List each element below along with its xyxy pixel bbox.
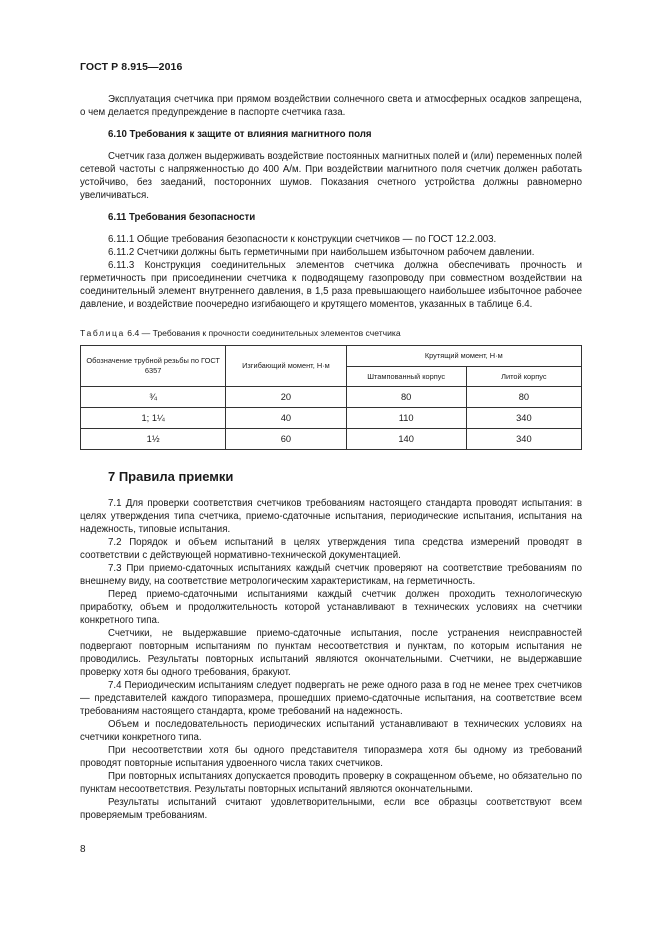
section-7-paragraph: При повторных испытаниях допускается проводить проверку в сокращенном объеме, но обязательно по пунктам несоответствия. Результаты повторных испытаний являются окончательными. bbox=[80, 771, 582, 795]
intro-paragraph: Эксплуатация счетчика при прямом воздействии солнечного света и атмосферных осадков запрещена, о чем делается предупреждение в паспорте счетчика газа. bbox=[80, 94, 582, 118]
cell-bending: 20 bbox=[226, 387, 346, 408]
document-body bbox=[80, 93, 582, 822]
table-row bbox=[81, 387, 582, 408]
table-caption bbox=[80, 327, 582, 340]
cell-thread: 1; 1¼ bbox=[81, 408, 226, 429]
cell-stamped: 140 bbox=[346, 429, 466, 450]
header-thread: Обозначение трубной резьбы по ГОСТ 6357 bbox=[81, 346, 226, 387]
section-7-title: 7 Правила приемки bbox=[108, 469, 234, 484]
section-7-paragraph: 7.2 Порядок и объем испытаний в целях утверждения типа средства измерений проводят в соответствии с действующей нормативно-технической документацией. bbox=[80, 537, 582, 561]
page-number: 8 bbox=[80, 844, 86, 855]
section-6-11-title: 6.11 Требования безопасности bbox=[108, 212, 256, 223]
cell-bending: 60 bbox=[226, 429, 346, 450]
section-6-11-1: 6.11.1 Общие требования безопасности к конструкции счетчиков — по ГОСТ 12.2.003. bbox=[108, 234, 497, 245]
cell-thread: 1½ bbox=[81, 429, 226, 450]
cell-stamped: 80 bbox=[346, 387, 466, 408]
section-7-paragraph: Перед приемо-сдаточными испытаниями каждый счетчик должен проходить технологическую приработку, объем и продолжительность которой устанавливают в технических условиях на счетчики конкретного типа. bbox=[80, 589, 582, 626]
cell-cast: 80 bbox=[466, 387, 581, 408]
cell-cast: 340 bbox=[466, 429, 581, 450]
table-caption-text: 6.4 — Требования к прочности соединительных элементов счетчика bbox=[124, 328, 401, 338]
cell-stamped: 110 bbox=[346, 408, 466, 429]
header-cast-body: Литой корпус bbox=[466, 367, 581, 387]
section-7-paragraph: Счетчики, не выдержавшие приемо-сдаточные испытания, после устранения неисправностей подвергают повторным испытаниям по пунктам несоответствия и пунктам, по которым испытания не проводились. Результаты повторных испытаний являются окончательными. Счетчики, не выдержавшие проверку хотя бы одного требования, бракуют. bbox=[80, 628, 582, 678]
cell-cast: 340 bbox=[466, 408, 581, 429]
document-code: ГОСТ Р 8.915—2016 bbox=[80, 61, 183, 73]
section-7-paragraph: 7.3 При приемо-сдаточных испытаниях каждый счетчик проверяют на соответствие требованиям по внешнему виду, на соответствие метрологическим характеристикам, на герметичность. bbox=[80, 563, 582, 587]
table-row bbox=[81, 408, 582, 429]
section-6-10-title: 6.10 Требования к защите от влияния магнитного поля bbox=[108, 129, 372, 140]
section-6-10-text: Счетчик газа должен выдерживать воздействие постоянных магнитных полей и (или) переменных полей сетевой частоты с напряженностью до 400 А/м. При воздействии магнитного поля счетчик должен работать устойчиво, без заеданий, посторонних шумов. Показания счетного устройства должны равномерно увеличиваться. bbox=[80, 151, 582, 201]
header-bending-moment: Изгибающий момент, Н·м bbox=[226, 346, 346, 387]
cell-bending: 40 bbox=[226, 408, 346, 429]
section-7-paragraph: 7.1 Для проверки соответствия счетчиков требованиям настоящего стандарта проводят испытания: в целях утверждения типа счетчика, приемо-сдаточные испытания, периодические испытания, испытания на надежность, типовые испытания. bbox=[80, 498, 582, 535]
section-7-paragraph: Результаты испытаний считают удовлетворительными, если все образцы соответствуют всем проверяемым требованиям. bbox=[80, 797, 582, 821]
section-7-paragraph: 7.4 Периодическим испытаниям следует подвергать не реже одного раза в год не менее трех счетчиков — представителей каждого типоразмера, прошедших приемо-сдаточные испытания, на соответствие всем требованиям настоящего стандарта, кроме требований на надежность. bbox=[80, 680, 582, 717]
strength-requirements-table bbox=[80, 345, 582, 450]
section-7-paragraph: При несоответствии хотя бы одного представителя типоразмера хотя бы одному из требований проводят повторные испытания удвоенного числа таких счетчиков. bbox=[80, 745, 582, 769]
section-6-11-3: 6.11.3 Конструкция соединительных элементов счетчика должна обеспечивать прочность и герметичность при присоединении счетчика к подводящему газопроводу при совместном воздействии на соединительный элемент внутреннего давления, в 1,5 раза превышающего наибольшее избыточное рабочее давление, и воздействие поочередно изгибающего и крутящего моментов, указанных в таблице 6.4. bbox=[80, 260, 582, 310]
section-6-11-2: 6.11.2 Счетчики должны быть герметичными при наибольшем избыточном рабочем давлении. bbox=[108, 247, 535, 258]
header-stamped-body: Штампованный корпус bbox=[346, 367, 466, 387]
table-caption-label: Таблица bbox=[80, 328, 125, 338]
cell-thread: ¾ bbox=[81, 387, 226, 408]
section-7-paragraph: Объем и последовательность периодических испытаний устанавливают в технических условиях на счетчики конкретного типа. bbox=[80, 719, 582, 743]
table-row bbox=[81, 429, 582, 450]
header-torque: Крутящий момент, Н·м bbox=[346, 346, 581, 367]
